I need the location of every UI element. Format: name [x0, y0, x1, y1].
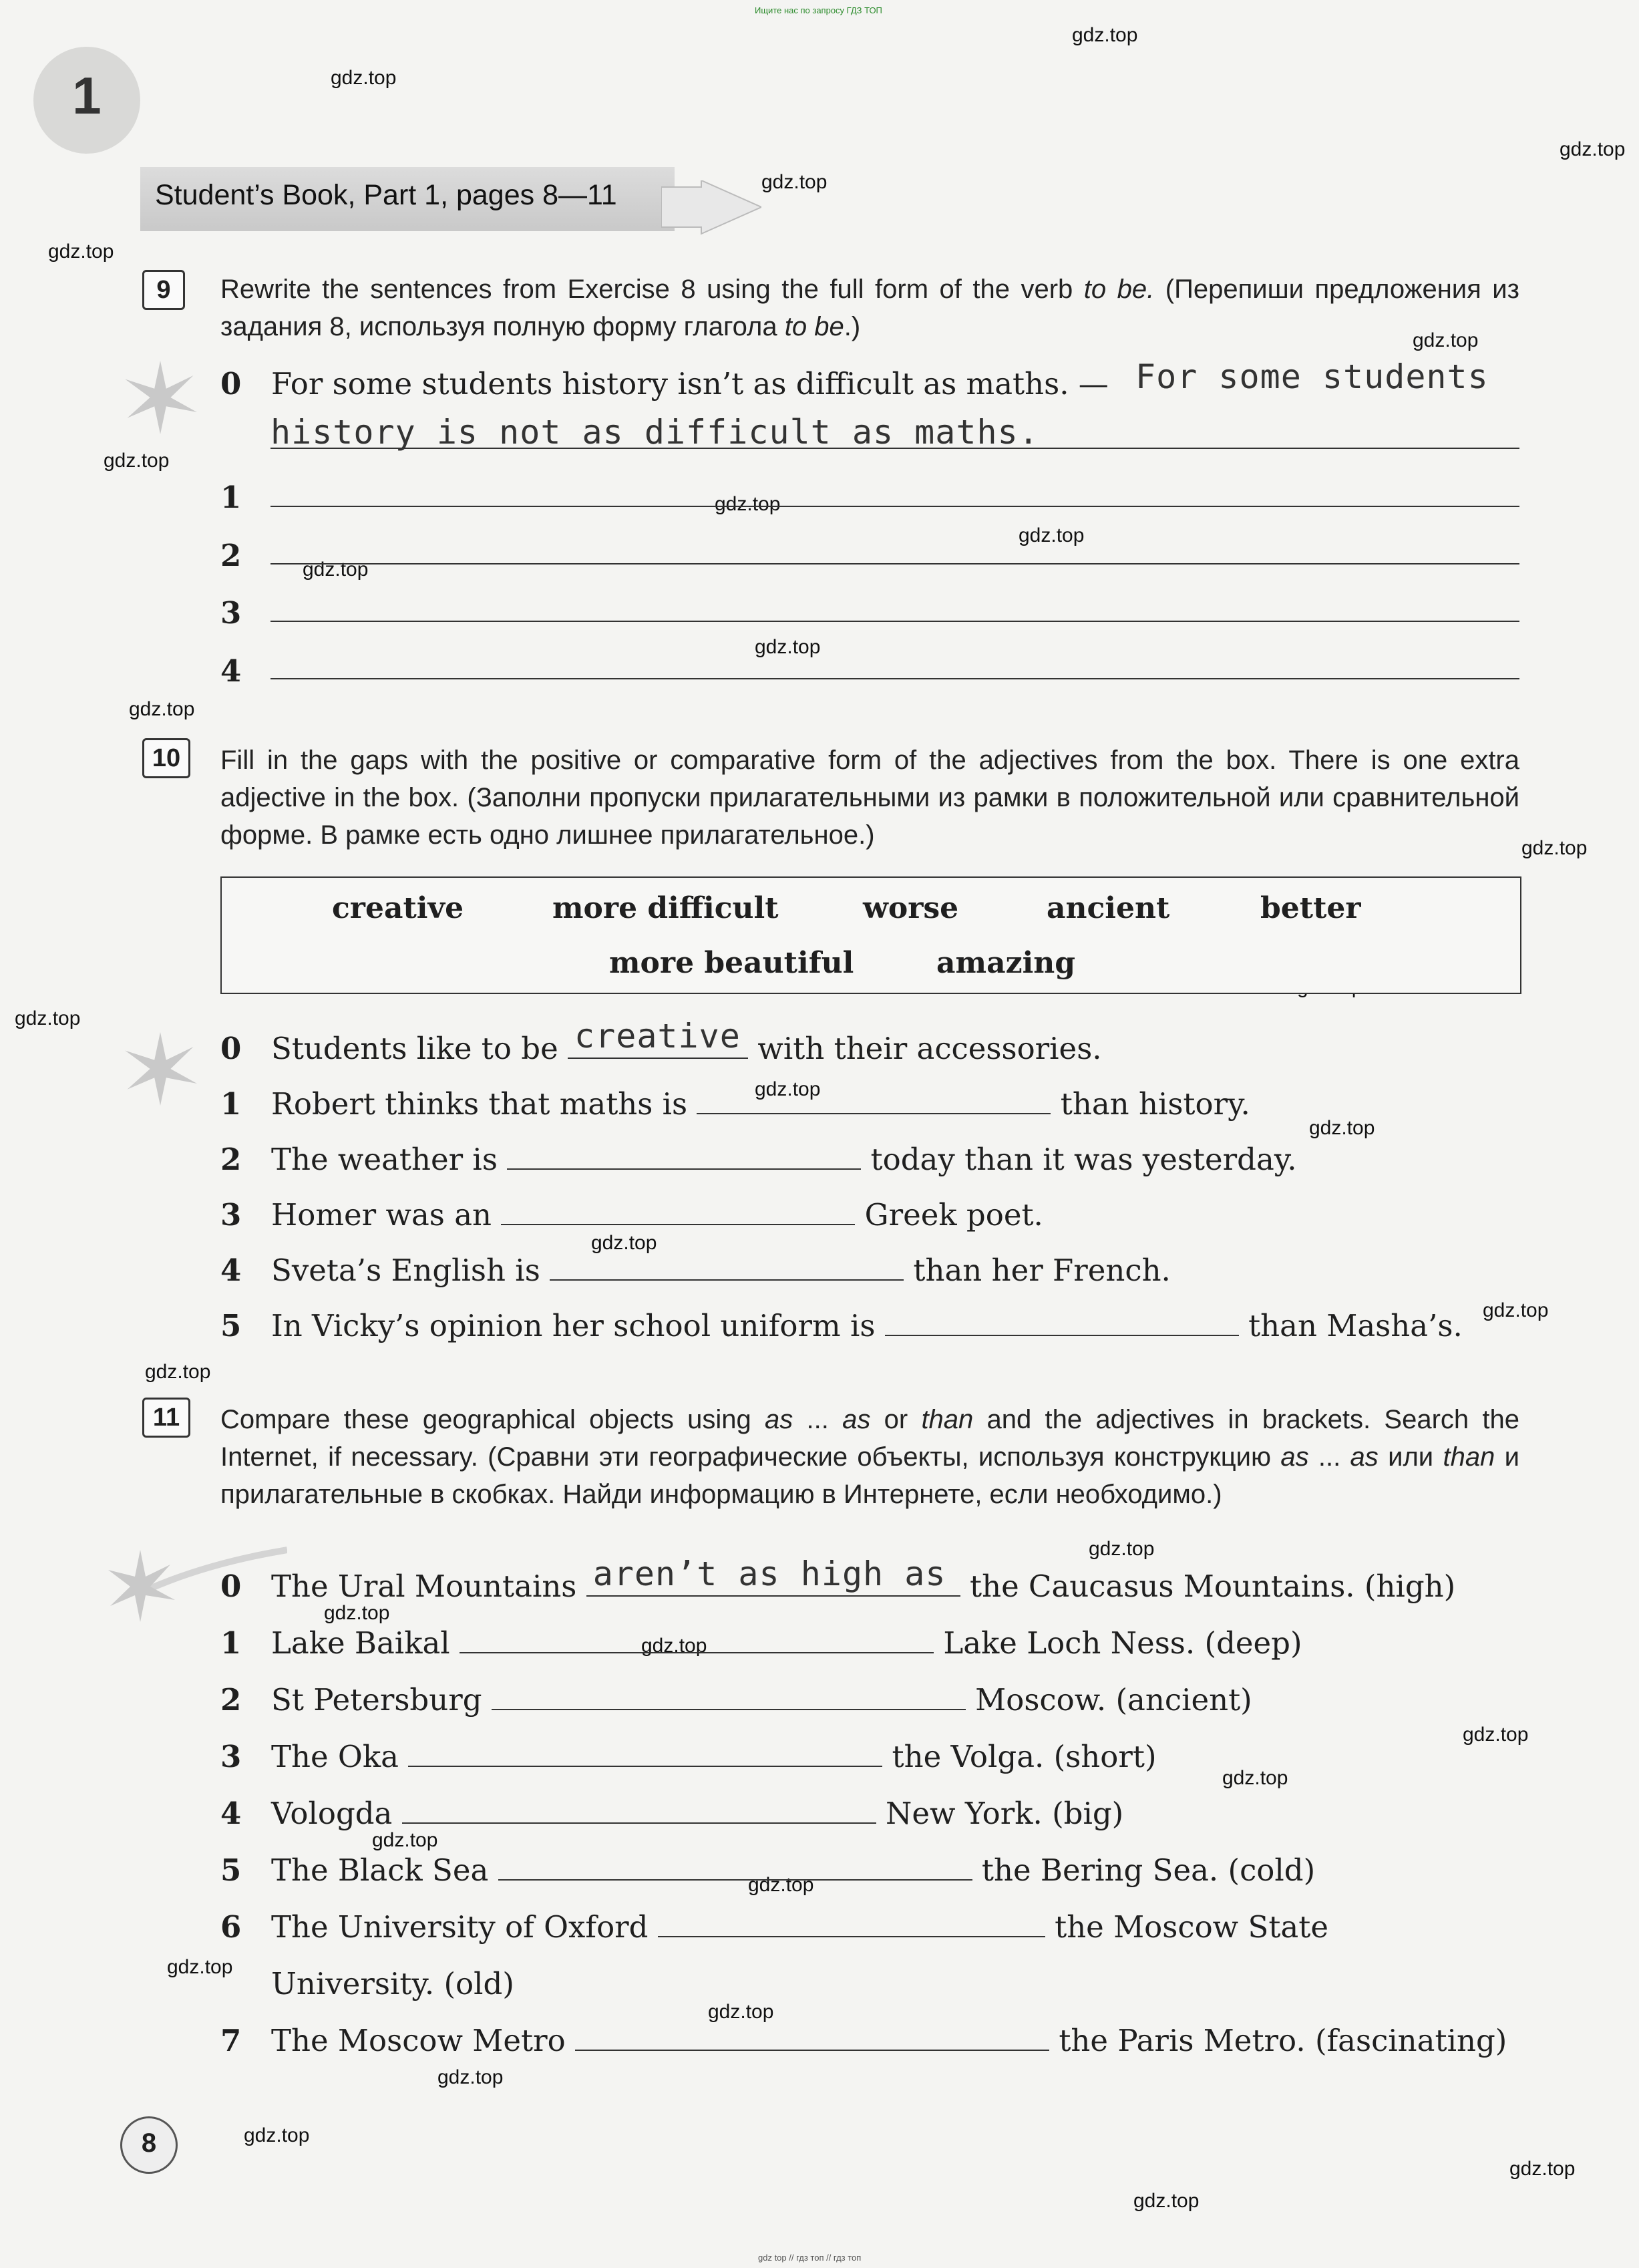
answer-blank[interactable]: creative	[568, 1031, 748, 1059]
watermark: gdz.top	[244, 2124, 310, 2146]
watermark: gdz.top	[1222, 1767, 1288, 1789]
exercise-11-item-5: 5 The Black Sea the Bering Sea. (cold)	[220, 1852, 1316, 1888]
answer-blank[interactable]	[460, 1625, 934, 1653]
exercise-11-item-4: 4 Vologda New York. (big)	[220, 1796, 1124, 1831]
header-banner-text: Student’s Book, Part 1, pages 8—11	[155, 179, 617, 211]
watermark: gdz.top	[1509, 2158, 1576, 2180]
exercise-9-instruction: Rewrite the sentences from Exercise 8 using the full form of the verb to be. (Перепиши предложения из задания 8, используя полную форму глагола to be.)	[220, 275, 1519, 341]
exercise-9-answer-line1: For some students	[1135, 357, 1489, 396]
answer-blank[interactable]	[402, 1796, 876, 1824]
watermark: gdz.top	[167, 1956, 233, 1978]
exercise-11-item-2: 2 St Petersburg Moscow. (ancient)	[220, 1682, 1252, 1718]
watermark: gdz.top	[715, 493, 781, 515]
answer-line-3[interactable]	[270, 621, 1519, 622]
watermark: gdz.top	[708, 2001, 774, 2023]
watermark: gdz.top	[641, 1635, 707, 1657]
watermark: gdz.top	[1521, 837, 1588, 859]
exercise-10-item-1: 1 Robert thinks that maths is than history.	[220, 1086, 1250, 1122]
exercise-9-line-2: 2	[220, 538, 242, 573]
answer-blank[interactable]	[697, 1086, 1051, 1114]
answer-blank[interactable]	[498, 1852, 972, 1881]
watermark: gdz.top	[1413, 329, 1479, 351]
box-word: worse	[863, 891, 959, 925]
star-icon	[124, 361, 197, 434]
watermark: gdz.top	[1560, 138, 1626, 160]
exercise-11-item-1: 1 Lake Baikal Lake Loch Ness. (deep)	[220, 1625, 1302, 1661]
answer-blank[interactable]	[885, 1308, 1239, 1336]
exercise-11-item-7: 7 The Moscow Metro the Paris Metro. (fascinating)	[220, 2023, 1507, 2058]
box-word: better	[1260, 891, 1361, 925]
watermark: gdz.top	[1483, 1299, 1549, 1321]
watermark: gdz.top	[591, 1232, 657, 1254]
header-banner	[140, 167, 675, 231]
box-word: more beautiful	[609, 946, 854, 980]
watermark: gdz.top	[437, 2066, 504, 2088]
watermark: gdz.top	[104, 450, 170, 472]
bottom-caption: gdz top // гдз топ // гдз топ	[758, 2253, 862, 2263]
exercise-11-instruction: Compare these geographical objects using as ... as or than and the adjectives in brackets. Search the Internet, if necessary. (Сравни эти географические объекты, используя конструкцию as ... as или than и прилагательные в скобках. Найди информацию в Интернете, если необходимо.)	[220, 1405, 1519, 1509]
watermark: gdz.top	[761, 171, 828, 193]
answer-line-2[interactable]	[270, 563, 1519, 564]
unit-badge	[33, 47, 140, 154]
star-icon	[124, 1032, 197, 1106]
exercise-11-item-6: 6 The University of Oxford the Moscow State	[220, 1909, 1328, 1945]
exercise-9-number: 9	[142, 270, 185, 310]
exercise-11-number: 11	[142, 1398, 190, 1438]
answer-blank[interactable]	[492, 1682, 966, 1710]
answer-line-1[interactable]	[270, 506, 1519, 507]
watermark: gdz.top	[48, 240, 114, 263]
watermark: gdz.top	[1133, 2190, 1200, 2212]
watermark: gdz.top	[1072, 24, 1138, 46]
exercise-11-item-6-cont: University. (old)	[271, 1966, 514, 2001]
watermark: gdz.top	[1309, 1117, 1375, 1139]
word-box	[220, 876, 1521, 994]
page-number: 8	[141, 2128, 157, 2158]
answer-line-4[interactable]	[270, 678, 1519, 679]
watermark: gdz.top	[324, 1602, 390, 1624]
box-word: creative	[332, 891, 464, 925]
watermark: gdz.top	[372, 1829, 438, 1851]
banner-arrow-icon	[661, 180, 761, 247]
exercise-9-line-4: 4	[220, 653, 242, 689]
box-word: ancient	[1047, 891, 1170, 925]
answer-blank[interactable]	[658, 1909, 1045, 1937]
watermark: gdz.top	[15, 1007, 81, 1029]
exercise-10-number: 10	[142, 738, 190, 778]
exercise-11-item-3: 3 The Oka the Volga. (short)	[220, 1739, 1157, 1774]
watermark: gdz.top	[129, 698, 195, 720]
exercise-10-item-2: 2 The weather is today than it was yesterday.	[220, 1142, 1297, 1177]
exercise-9-answer-line2: history is not as difficult as maths.	[270, 413, 1039, 452]
exercise-9-line-3: 3	[220, 595, 242, 631]
watermark: gdz.top	[1463, 1724, 1529, 1746]
answer-blank[interactable]: aren’t as high as	[586, 1569, 960, 1597]
box-word: amazing	[936, 946, 1076, 980]
watermark: gdz.top	[145, 1361, 211, 1383]
watermark: gdz.top	[331, 67, 397, 89]
page-number-badge	[120, 2116, 178, 2174]
answer-blank[interactable]	[550, 1253, 904, 1281]
watermark: gdz.top	[755, 636, 821, 658]
exercise-10-item-5: 5 In Vicky’s opinion her school uniform is than Masha’s.	[220, 1308, 1463, 1343]
box-word: more difficult	[552, 891, 779, 925]
watermark: gdz.top	[303, 558, 369, 581]
watermark: gdz.top	[1089, 1538, 1155, 1560]
watermark: gdz.top	[748, 1874, 814, 1896]
top-caption: Ищите нас по запросу ГДЗ ТОП	[755, 5, 882, 15]
exercise-9-example: 0 For some students history isn’t as difficult as maths. —	[220, 366, 1109, 401]
answer-blank[interactable]	[408, 1739, 882, 1767]
exercise-9-line-1: 1	[220, 480, 242, 515]
exercise-10-item-4: 4 Sveta’s English is than her French.	[220, 1253, 1171, 1288]
exercise-10-instruction: Fill in the gaps with the positive or comparative form of the adjectives from the box. There is one extra adjective in the box. (Заполни пропуски прилагательными из рамки в положительной или сравнительной форме. В рамке есть одно лишнее прилагательное.)	[220, 746, 1519, 850]
exercise-10-item-0: 0 Students like to be creative with their accessories.	[220, 1017, 1102, 1066]
exercise-11-item-0: 0 The Ural Mountains aren’t as high as the Caucasus Mountains. (high)	[220, 1555, 1456, 1604]
watermark: gdz.top	[755, 1078, 821, 1100]
unit-number: 1	[72, 66, 102, 125]
watermark: gdz.top	[1019, 524, 1085, 546]
answer-blank[interactable]	[501, 1197, 855, 1225]
answer-blank[interactable]	[575, 2023, 1049, 2051]
exercise-10-item-3: 3 Homer was an Greek poet.	[220, 1197, 1043, 1233]
answer-blank[interactable]	[507, 1142, 861, 1170]
